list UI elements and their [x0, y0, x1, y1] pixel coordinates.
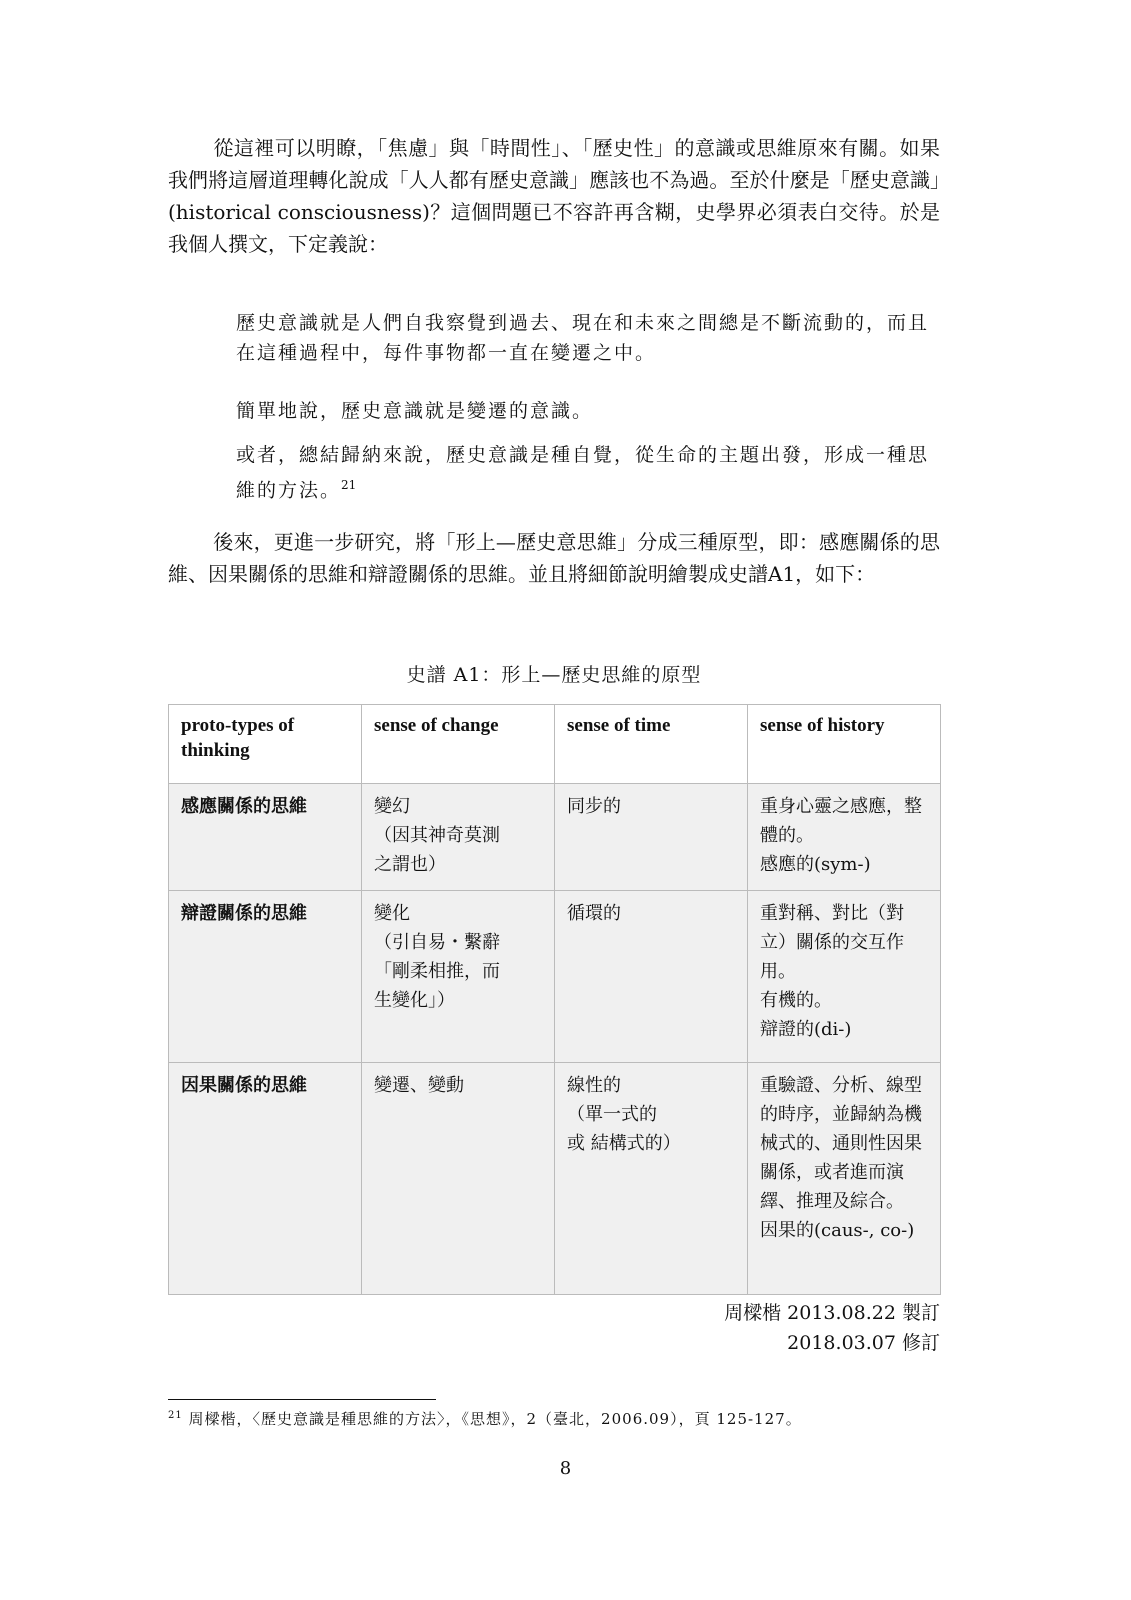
table-row [169, 891, 941, 1063]
row-change: 變幻 （因其神奇莫測 之謂也） [362, 784, 555, 891]
header-sense-of-history: sense of history [748, 705, 941, 784]
prototypes-table [168, 704, 941, 1295]
footnote-divider [168, 1399, 436, 1400]
table-row [169, 1063, 941, 1295]
footnote-number: 21 [168, 1410, 183, 1421]
row-type: 感應關係的思維 [169, 784, 362, 891]
page-number: 8 [559, 1458, 572, 1479]
header-prototypes: proto-types of thinking [169, 705, 362, 784]
row-history: 重對稱、對比（對立）關係的交互作用。 有機的。 辯證的(di-) [748, 891, 941, 1063]
footnote-text: 周樑楷，〈歷史意識是種思維的方法〉，《思想》，2（臺北，2006.09），頁 125-127。 [188, 1410, 802, 1428]
table-row [169, 784, 941, 891]
footnote-ref: 21 [341, 478, 357, 492]
definition-quote-3: 或者，總結歸納來說，歷史意識是種自覺，從生命的主題出發，形成一種思維的方法。$^{21}$ [236, 444, 930, 502]
table-header-row [169, 705, 941, 784]
row-time: 線性的 （單一式的 或 結構式的） [555, 1063, 748, 1295]
row-change: 變化 （引自易・繫辭 「剛柔相推，而 生變化」） [362, 891, 555, 1063]
row-type: 因果關係的思維 [169, 1063, 362, 1295]
credit-revised: 2018.03.07 修訂 [787, 1332, 940, 1354]
credit-created: 周樑楷 2013.08.22 製訂 [724, 1302, 940, 1324]
row-type: 辯證關係的思維 [169, 891, 362, 1063]
followup-paragraph: 後來，更進一步研究，將「形上—歷史意思維」分成三種原型，即：感應關係的思維、因果關係的思維和辯證關係的思維。並且將細節說明繪製成史譜A1，如下： [168, 530, 940, 586]
footnote [168, 1408, 802, 1429]
intro-paragraph: 從這裡可以明瞭，「焦慮」與「時間性」、「歷史性」的意識或思維原來有關。如果我們將這層道理轉化說成「人人都有歷史意識」應該也不為過。至於什麼是「歷史意識」(historical consciousness)？這個問題已不容許再含糊，史學界必須表白交待。於是我個人撰文，下定義說： [168, 136, 940, 256]
table-caption: 史譜 A1：形上—歷史思維的原型 [406, 664, 702, 686]
definition-quote-2: 簡單地說，歷史意識就是變遷的意識。 [236, 400, 594, 422]
header-sense-of-change: sense of change [362, 705, 555, 784]
header-sense-of-time: sense of time [555, 705, 748, 784]
definition-quote-1: 歷史意識就是人們自我察覺到過去、現在和未來之間總是不斷流動的，而且在這種過程中，每件事物都一直在變遷之中。 [236, 312, 930, 364]
row-time: 同步的 [555, 784, 748, 891]
row-history: 重驗證、分析、線型的時序，並歸納為機械式的、通則性因果關係，或者進而演繹、推理及綜合。 因果的(caus-, co-) [748, 1063, 941, 1295]
row-change: 變遷、變動 [362, 1063, 555, 1295]
row-history: 重身心靈之感應，整體的。 感應的(sym-) [748, 784, 941, 891]
row-time: 循環的 [555, 891, 748, 1063]
